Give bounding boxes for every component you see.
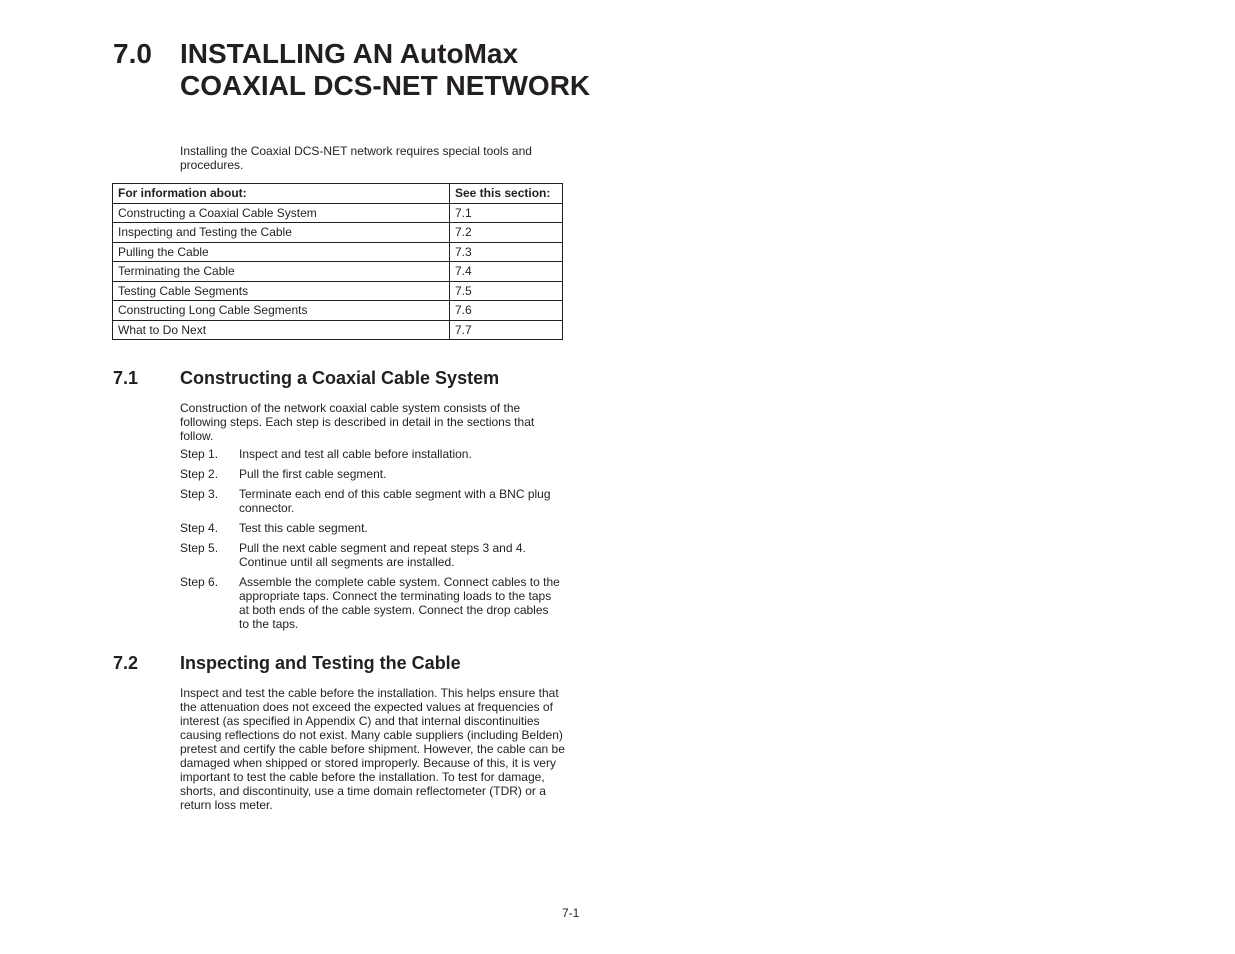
list-item bbox=[180, 541, 565, 569]
table-row bbox=[113, 223, 563, 243]
table-cell-topic: What to Do Next bbox=[113, 320, 450, 340]
step-text: Test this cable segment. bbox=[239, 521, 368, 535]
table-cell-section: 7.7 bbox=[450, 320, 563, 340]
table-cell-topic: Terminating the Cable bbox=[113, 262, 450, 282]
chapter-title: INSTALLING AN AutoMax COAXIAL DCS-NET NETWORK bbox=[180, 38, 591, 101]
list-item bbox=[180, 487, 565, 515]
step-text: Terminate each end of this cable segment with a BNC plug connector. bbox=[239, 487, 551, 515]
step-label: Step 6. bbox=[180, 575, 219, 589]
section-number: 7.1 bbox=[113, 368, 139, 388]
step-text: Assemble the complete cable system. Connect cables to the appropriate taps. Connect the terminating loads to the taps at both ends of the cable system. Connect the drop cables to the taps. bbox=[239, 575, 560, 631]
step-text: Pull the first cable segment. bbox=[239, 467, 387, 481]
table-cell-topic: Pulling the Cable bbox=[113, 242, 450, 262]
table-cell-section: 7.1 bbox=[450, 203, 563, 223]
table-cell-topic: Constructing Long Cable Segments bbox=[113, 301, 450, 321]
section-number: 7.2 bbox=[113, 653, 139, 673]
intro-paragraph: Installing the Coaxial DCS-NET network requires special tools and procedures. bbox=[180, 144, 532, 172]
section-7-1-body: Construction of the network coaxial cable system consists of the following steps. Each step is described in detail in the sections that follow. bbox=[180, 401, 535, 443]
chapter-number: 7.0 bbox=[113, 38, 152, 69]
table-cell-section: 7.5 bbox=[450, 281, 563, 301]
table-header-section: See this section: bbox=[450, 184, 563, 204]
section-title: Constructing a Coaxial Cable System bbox=[180, 368, 500, 388]
table-row bbox=[113, 203, 563, 223]
step-label: Step 1. bbox=[180, 447, 219, 461]
table-row bbox=[113, 262, 563, 282]
table-cell-topic: Inspecting and Testing the Cable bbox=[113, 223, 450, 243]
list-item bbox=[180, 575, 565, 631]
section-title: Inspecting and Testing the Cable bbox=[180, 653, 461, 673]
step-label: Step 2. bbox=[180, 467, 219, 481]
table-header-topic: For information about: bbox=[113, 184, 450, 204]
steps-list bbox=[180, 447, 565, 637]
step-text: Pull the next cable segment and repeat steps 3 and 4. Continue until all segments are installed. bbox=[239, 541, 526, 569]
table-header-row bbox=[113, 184, 563, 204]
table-cell-section: 7.4 bbox=[450, 262, 563, 282]
table-cell-section: 7.3 bbox=[450, 242, 563, 262]
table-row bbox=[113, 242, 563, 262]
step-label: Step 3. bbox=[180, 487, 219, 501]
table-cell-section: 7.6 bbox=[450, 301, 563, 321]
table-cell-topic: Testing Cable Segments bbox=[113, 281, 450, 301]
page-number: 7-1 bbox=[562, 906, 580, 920]
list-item bbox=[180, 467, 565, 481]
section-7-2-body: Inspect and test the cable before the installation. This helps ensure that the attenuation does not exceed the expected values at frequencies of interest (as specified in Appendix C) and that internal discontinuities causing reflections do not exist. Many cable suppliers (including Belden) pretest and certify the cable before shipment. However, the cable can be damaged when shipped or stored improperly. Because of this, it is very important to test the cable before the installation. To test for damage, shorts, and discontinuity, use a time domain reflectometer (TDR) or a return loss meter. bbox=[180, 686, 565, 812]
table-row bbox=[113, 320, 563, 340]
section-reference-table bbox=[112, 183, 563, 340]
table-cell-section: 7.2 bbox=[450, 223, 563, 243]
step-label: Step 5. bbox=[180, 541, 219, 555]
list-item bbox=[180, 521, 565, 535]
step-text: Inspect and test all cable before installation. bbox=[239, 447, 472, 461]
step-label: Step 4. bbox=[180, 521, 219, 535]
table-row bbox=[113, 301, 563, 321]
table-row bbox=[113, 281, 563, 301]
list-item bbox=[180, 447, 565, 461]
table-cell-topic: Constructing a Coaxial Cable System bbox=[113, 203, 450, 223]
